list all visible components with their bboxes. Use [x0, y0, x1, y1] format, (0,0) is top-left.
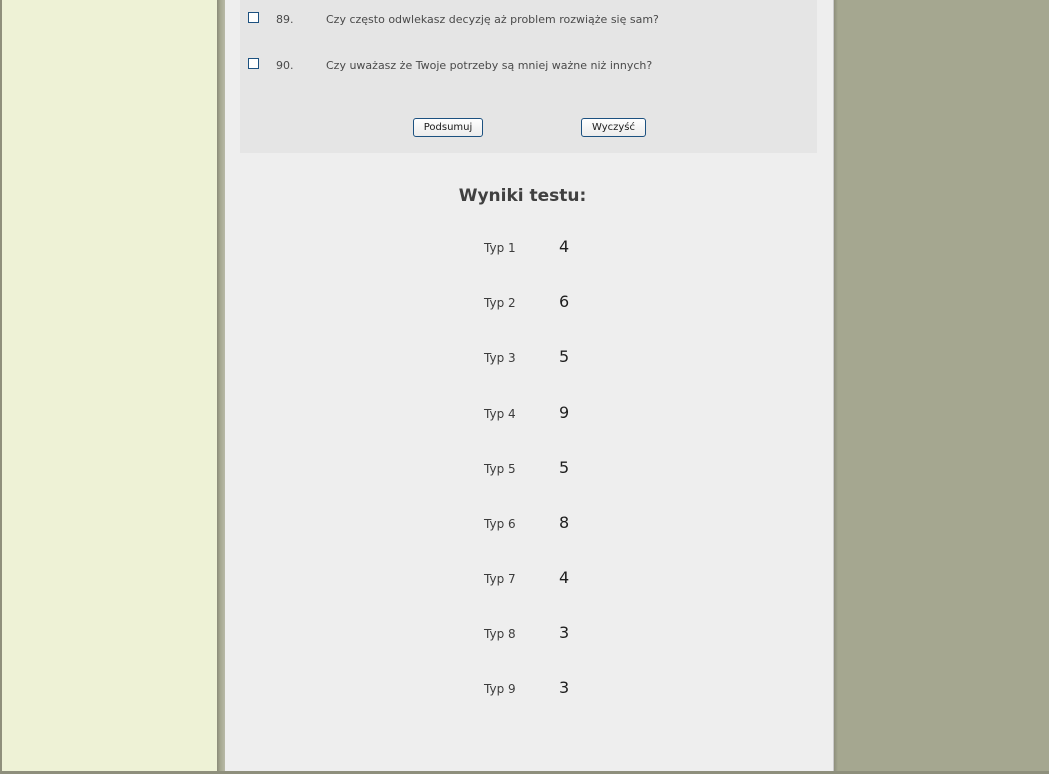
question-89-checkbox[interactable] — [248, 12, 259, 23]
result-type-label: Typ 1 — [484, 241, 516, 255]
result-row — [225, 678, 834, 700]
result-score: 3 — [559, 623, 570, 642]
result-score: 8 — [559, 513, 570, 532]
question-text: Czy uważasz że Twoje potrzeby są mniej ważne niż innych? — [326, 59, 653, 72]
question-number: 90. — [276, 59, 294, 72]
result-score: 9 — [559, 403, 570, 422]
result-type-label: Typ 4 — [484, 407, 516, 421]
result-row — [225, 513, 834, 535]
result-row — [225, 403, 834, 425]
result-score: 5 — [559, 347, 570, 366]
left-sidebar-panel — [0, 0, 217, 774]
result-type-label: Typ 5 — [484, 462, 516, 476]
question-row-89 — [240, 12, 817, 32]
result-type-label: Typ 6 — [484, 517, 516, 531]
result-row — [225, 292, 834, 314]
question-list — [240, 0, 817, 153]
result-row — [225, 458, 834, 480]
result-score: 4 — [559, 237, 570, 256]
result-score: 3 — [559, 678, 570, 697]
result-row — [225, 623, 834, 645]
result-type-label: Typ 3 — [484, 351, 516, 365]
result-type-label: Typ 7 — [484, 572, 516, 586]
question-row-90 — [240, 58, 817, 78]
result-type-label: Typ 9 — [484, 682, 516, 696]
result-score: 4 — [559, 568, 570, 587]
result-row — [225, 347, 834, 369]
result-row — [225, 568, 834, 590]
result-score: 5 — [559, 458, 570, 477]
results-title: Wyniki testu: — [458, 186, 587, 206]
summarize-button[interactable]: Podsumuj — [413, 118, 483, 137]
result-type-label: Typ 8 — [484, 627, 516, 641]
question-number: 89. — [276, 13, 294, 26]
question-text: Czy często odwlekasz decyzję aż problem rozwiąże się sam? — [326, 13, 659, 26]
clear-button[interactable]: Wyczyść — [581, 118, 646, 137]
result-score: 6 — [559, 292, 570, 311]
result-row — [225, 237, 834, 259]
result-type-label: Typ 2 — [484, 296, 516, 310]
left-sidebar-shadow — [217, 0, 225, 774]
right-page-shadow — [834, 0, 838, 774]
question-90-checkbox[interactable] — [248, 58, 259, 69]
main-content — [225, 0, 834, 774]
